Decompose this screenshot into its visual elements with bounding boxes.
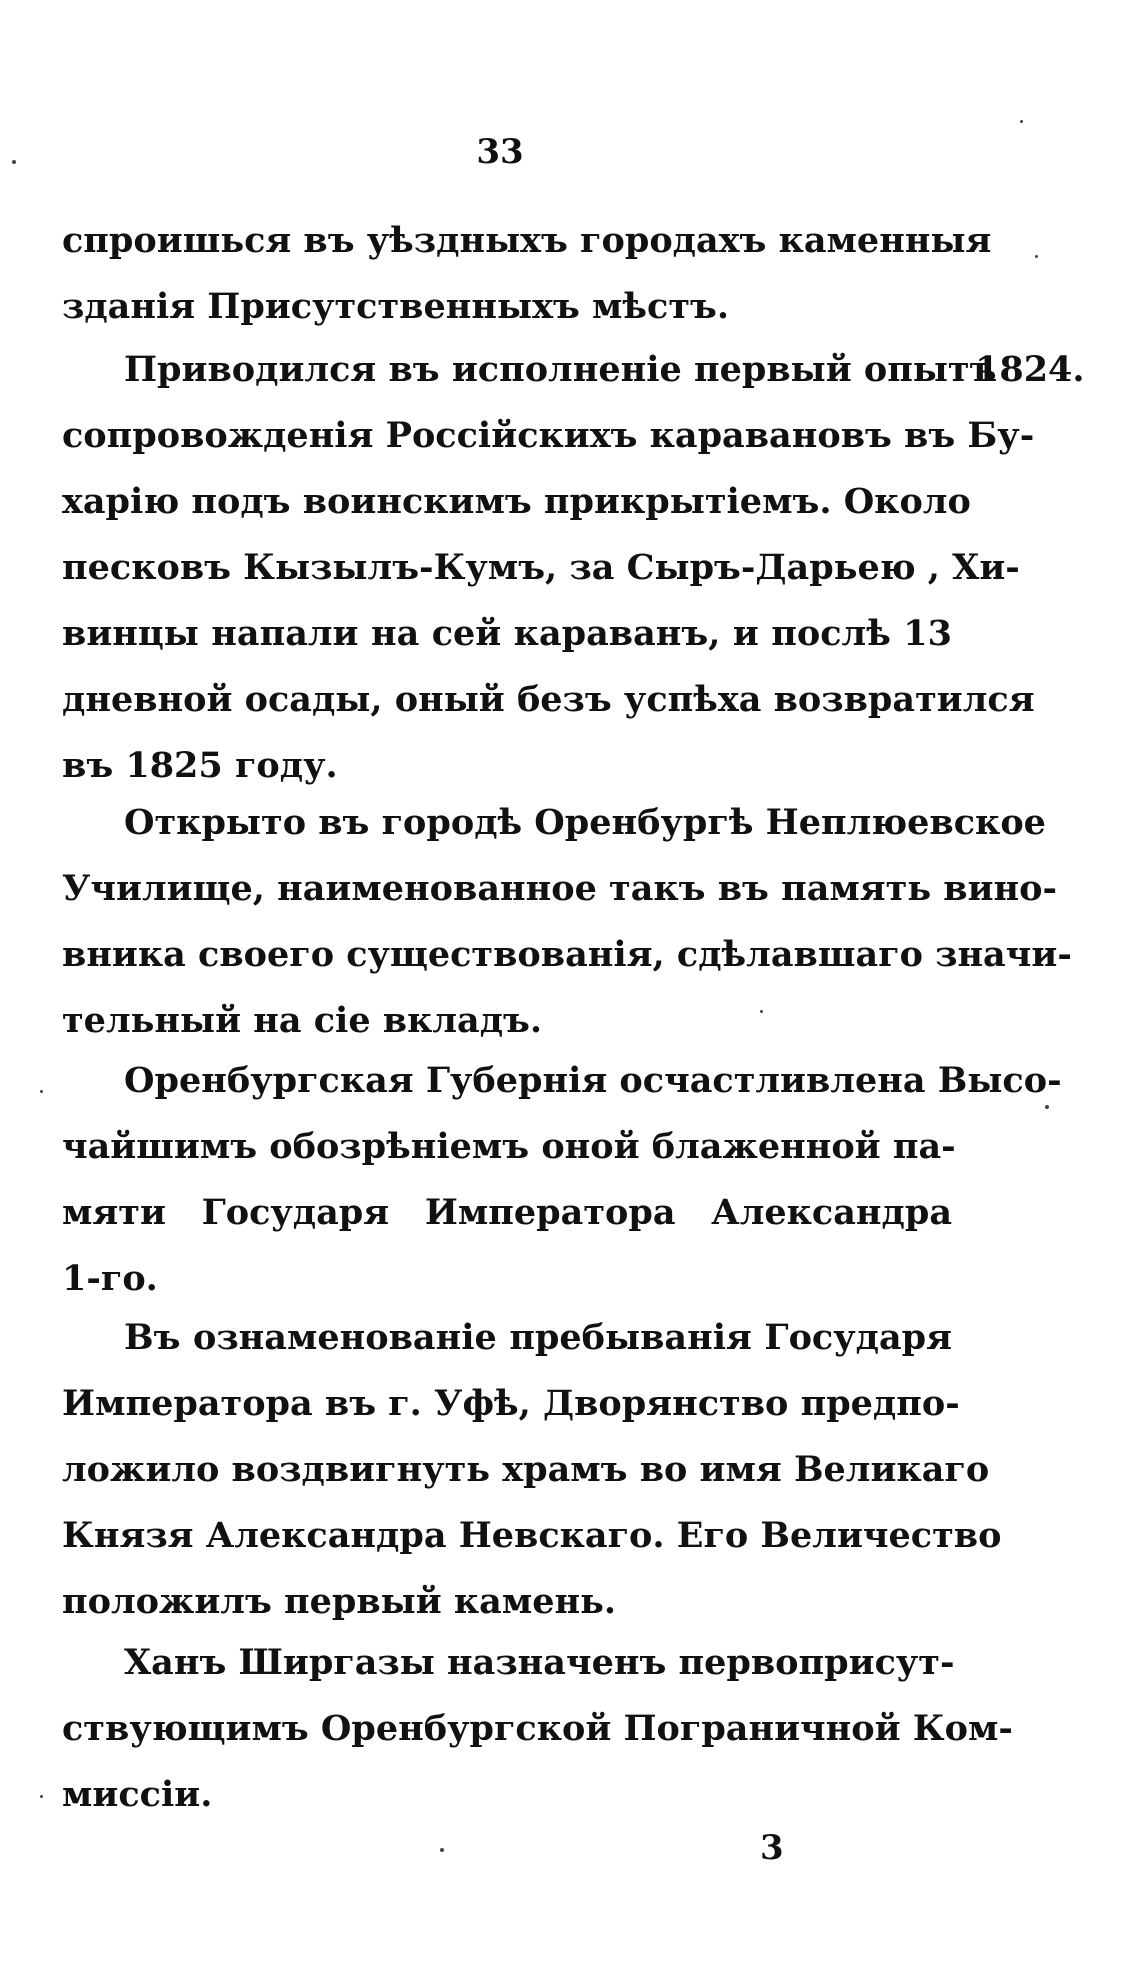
text-line: песковъ Кызылъ-Кумъ, за Сыръ-Дарьею , Хи- (62, 547, 1020, 588)
paragraph-3 (62, 790, 1072, 1054)
text-line: мяти Государя Императора Александра (62, 1192, 952, 1233)
text-line: Ханъ Ширгазы назначенъ первоприсут- (124, 1642, 955, 1683)
text-line: въ 1825 году. (62, 745, 338, 786)
text-line: Въ ознаменованіе пребыванія Государя (124, 1317, 952, 1358)
paragraph-1 (62, 208, 992, 340)
text-line: дневной осады, оный безъ успѣха возвратился (62, 679, 1035, 720)
paragraph-5 (62, 1305, 1002, 1635)
text-line: ствующимъ Оренбургской Пограничной Ком- (62, 1708, 1013, 1749)
scan-speck (1045, 1105, 1049, 1109)
text-line: Училище, наименованное такъ въ память вино- (62, 868, 1058, 909)
text-line: Императора въ г. Уфѣ, Дворянство предпо- (62, 1383, 960, 1424)
scan-speck (1035, 255, 1038, 258)
paragraph-4 (62, 1048, 1062, 1312)
text-line: ложило воздвигнуть храмъ во имя Великаго (62, 1449, 990, 1490)
margin-year-note: 1824. (975, 349, 1085, 390)
signature-mark: 3 (760, 1828, 784, 1868)
text-line: харію подъ воинскимъ прикрытіемъ. Около (62, 481, 971, 522)
text-line: вника своего существованія, сдѣлавшаго значи- (62, 934, 1072, 975)
text-line: миссіи. (62, 1774, 213, 1815)
text-line: Оренбургская Губернія осчастливлена Высо- (124, 1060, 1062, 1101)
text-line: положилъ первый камень. (62, 1581, 617, 1622)
scan-speck (12, 160, 16, 164)
page-number: 33 (476, 132, 524, 172)
scan-speck (760, 1010, 763, 1013)
text-line: тельный на сіе вкладъ. (62, 1000, 543, 1041)
text-line: 1-го. (62, 1258, 158, 1299)
text-line: чайшимъ обозрѣніемъ оной блаженной па- (62, 1126, 956, 1167)
text-line: винцы напали на сей караванъ, и послѣ 13 (62, 613, 952, 654)
scan-speck (40, 1795, 43, 1798)
text-line: спроишься въ уѣздныхъ городахъ каменныя (62, 220, 992, 261)
paragraph-6 (62, 1630, 1013, 1828)
text-line: Открыто въ городѣ Оренбургѣ Неплюевское (124, 802, 1046, 843)
scan-speck (440, 1848, 444, 1852)
text-line: Приводился въ исполненіе первый опытъ (124, 349, 997, 390)
text-line: Князя Александра Невскаго. Его Величество (62, 1515, 1002, 1556)
text-line: зданія Присутственныхъ мѣстъ. (62, 286, 730, 327)
scan-speck (40, 1090, 43, 1093)
text-line: сопровожденія Россійскихъ каравановъ въ Бу- (62, 415, 1035, 456)
scan-speck (1020, 120, 1023, 123)
